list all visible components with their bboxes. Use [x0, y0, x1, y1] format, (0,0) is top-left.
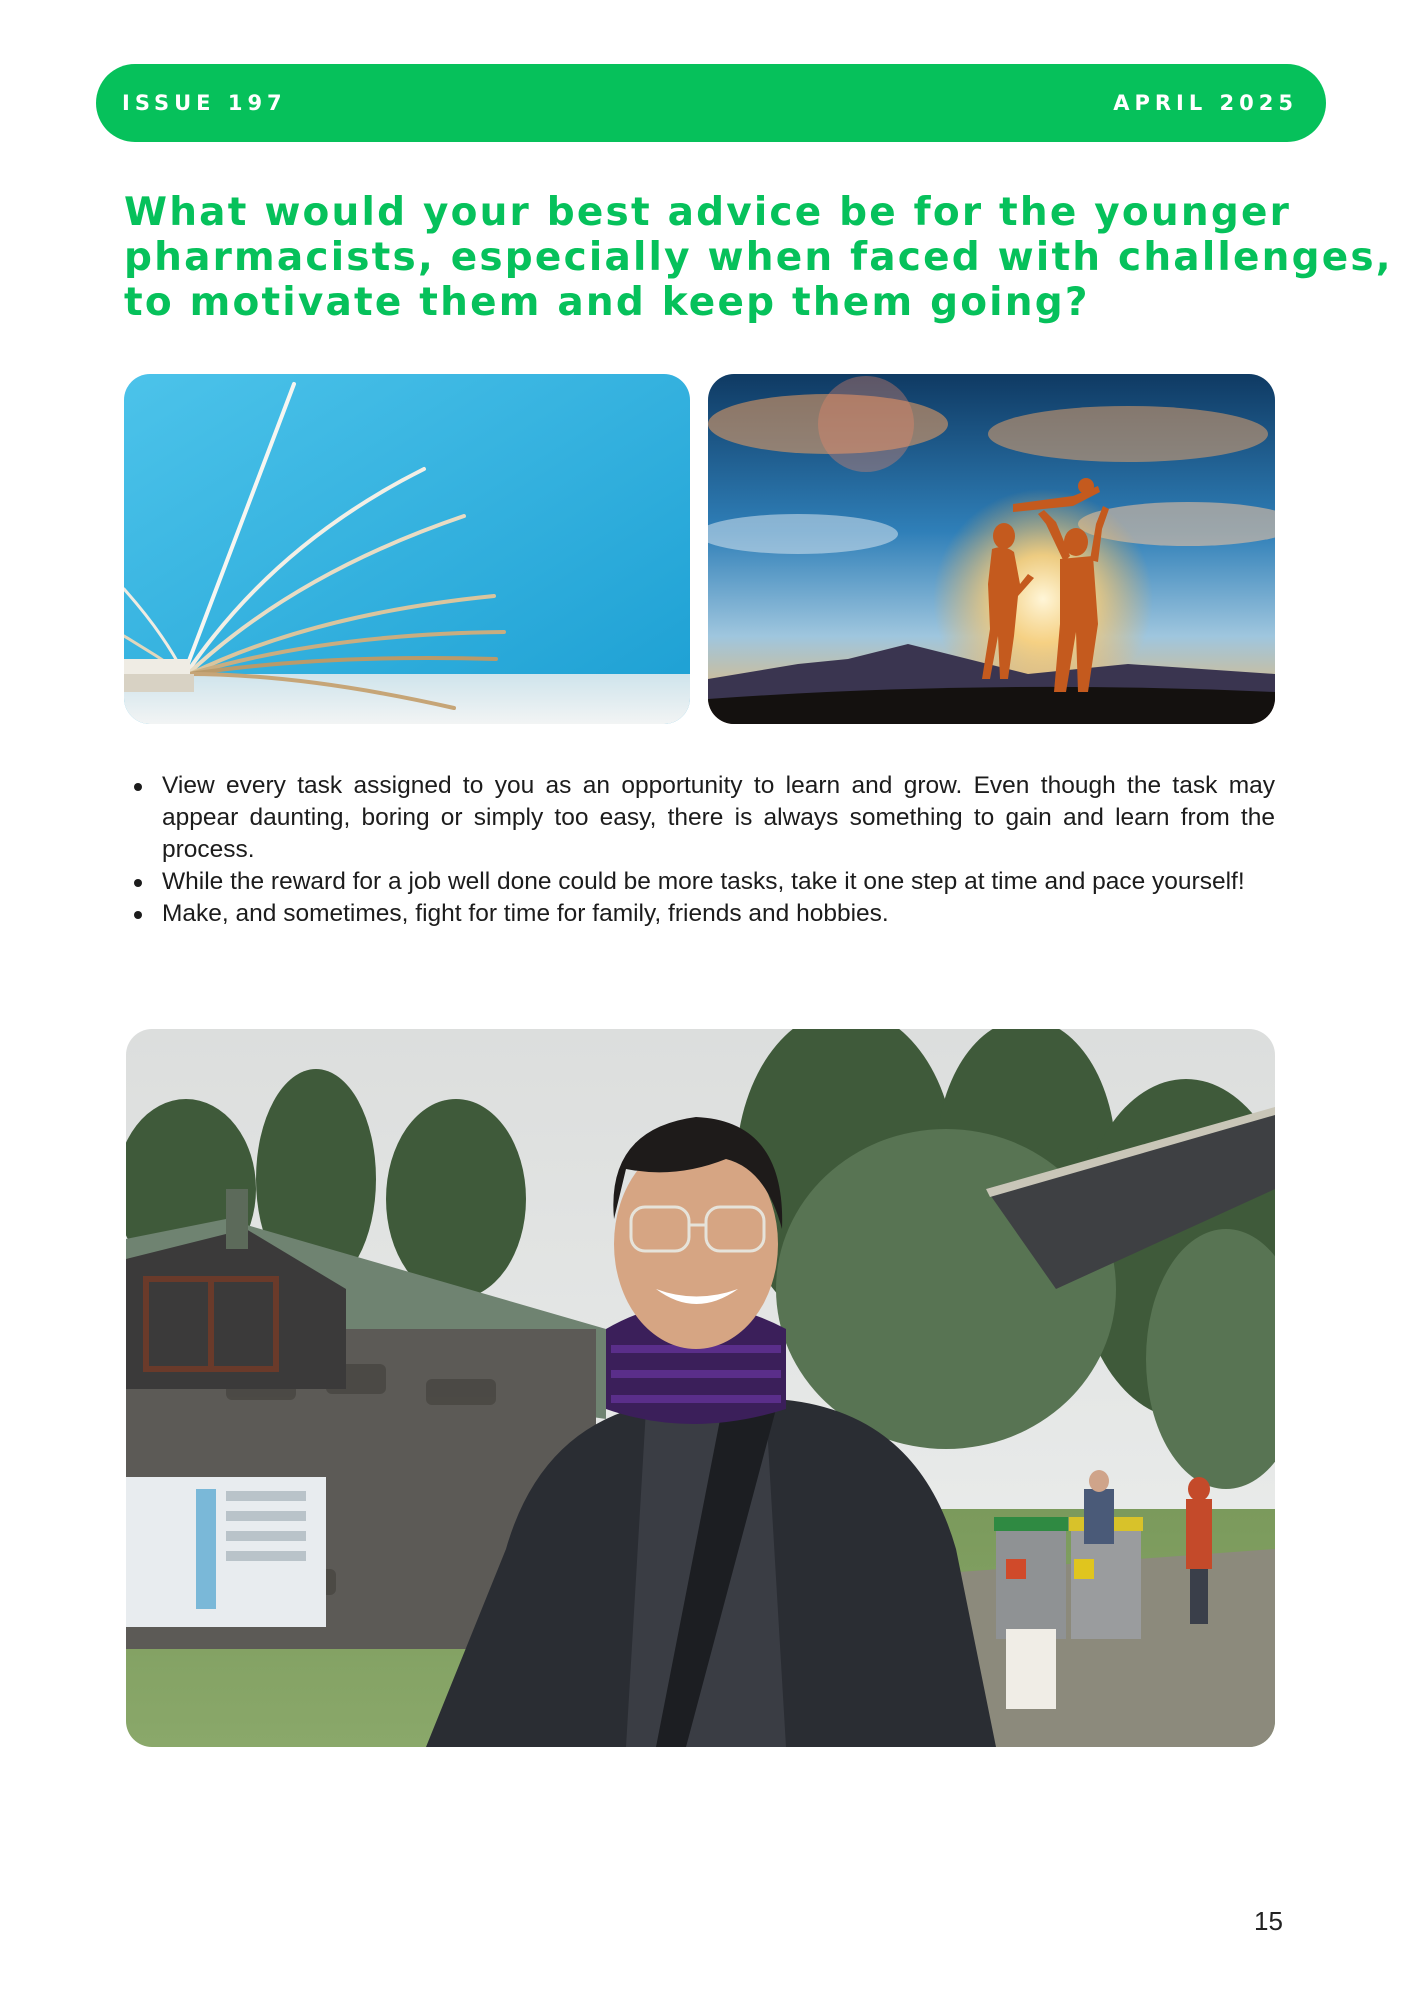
- list-item: While the reward for a job well done could be more tasks, take it one step at time and pace yourself!: [130, 866, 1275, 898]
- question-line: pharmacists, especially when faced with challenges,: [124, 235, 1393, 280]
- article-question-heading: [124, 190, 1393, 325]
- family-silhouette-photo: [708, 374, 1275, 724]
- issue-header-bar: [96, 64, 1326, 142]
- list-item: Make, and sometimes, fight for time for family, friends and hobbies.: [130, 898, 1275, 930]
- question-line: to motivate them and keep them going?: [124, 280, 1090, 325]
- page-number: 15: [1254, 1906, 1283, 1936]
- open-book-photo: [124, 374, 690, 724]
- question-line: What would your best advice be for the younger: [124, 190, 1292, 235]
- issue-date: APRIL 2025: [1113, 91, 1298, 115]
- pharmacist-portrait-photo: [126, 1029, 1275, 1747]
- list-item: View every task assigned to you as an opportunity to learn and grow. Even though the task may appear daunting, boring or simply too easy, there is always something to gain and learn from the process.: [130, 770, 1275, 866]
- advice-list: [130, 770, 1275, 930]
- issue-number: ISSUE 197: [122, 91, 287, 115]
